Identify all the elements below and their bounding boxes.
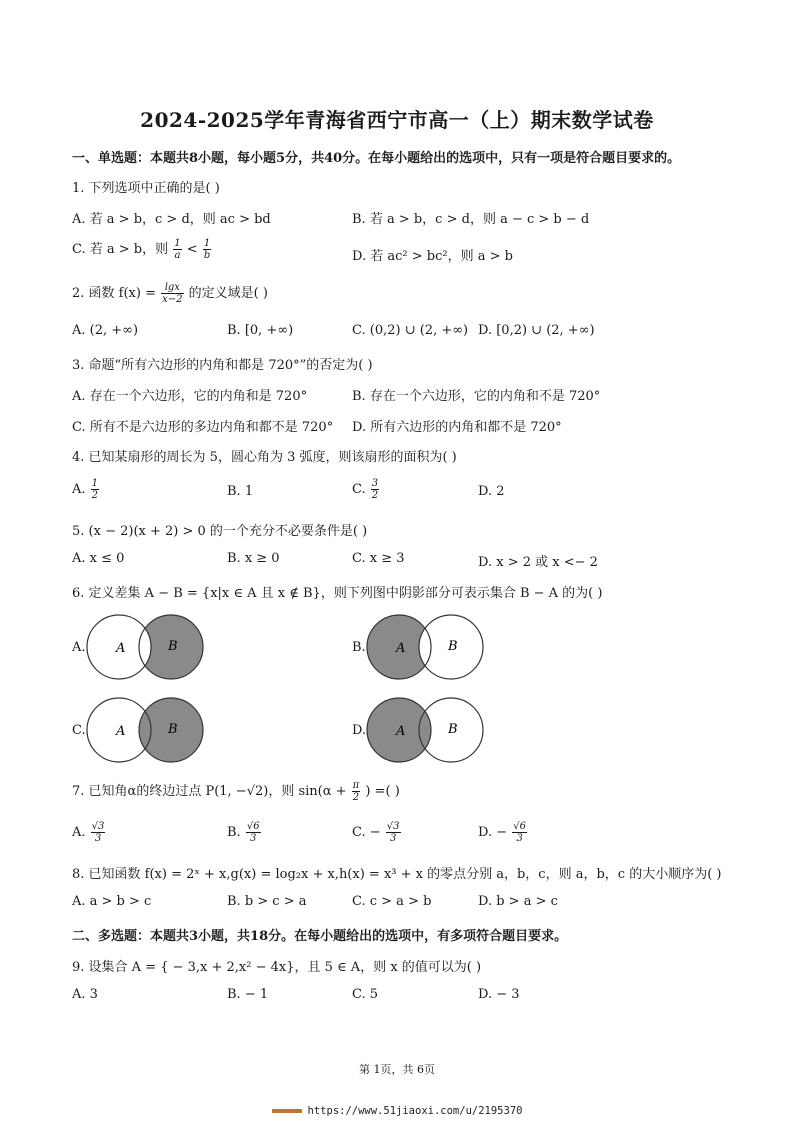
q7d-fraction: $\frac{√6}{3}$	[513, 821, 526, 844]
q6-option-a-label: A.	[72, 640, 86, 655]
q1c-frac-2: $\frac{1}{b}$	[203, 238, 211, 261]
question-7: 7. 已知角α的终边过点 P(1, −√2)，则 sin(α + $\frac{\pi}{2}$ ) =( )	[72, 780, 400, 803]
venn-diagram-c	[86, 695, 206, 765]
question-9: 9. 设集合 A = { − 3,x + 2,x² − 4x}，且 5 ∈ A，则 x 的值可以为( )	[72, 960, 482, 975]
venn-a-label-a: A	[116, 641, 126, 656]
q4-option-d: D. 2	[478, 484, 505, 499]
q4-option-a: A. $\frac{1}{2}$	[72, 478, 99, 501]
q4-option-b: B. 1	[227, 484, 254, 499]
venn-diagram-a	[86, 612, 206, 682]
q3-option-d: D. 所有六边形的内角和都不是 720°	[352, 420, 562, 435]
q9-option-d: D. − 3	[478, 987, 520, 1002]
question-8: 8. 已知函数 f(x) = 2ˣ + x,g(x) = log₂x + x,h(x) = x³ + x 的零点分别 a，b，c，则 a，b，c 的大小顺序为( )	[72, 867, 722, 882]
q5-option-c: C. x ≥ 3	[352, 551, 405, 566]
q5-option-b: B. x ≥ 0	[227, 551, 280, 566]
venn-a-label-b: B	[168, 639, 178, 654]
venn-d-label-b: B	[448, 722, 458, 737]
q1-option-a: A. 若 a > b，c > d，则 ac > bd	[72, 212, 271, 227]
venn-diagram-b	[366, 612, 486, 682]
q3-option-a: A. 存在一个六边形，它的内角和是 720°	[72, 389, 308, 404]
q8-option-a: A. a > b > c	[72, 894, 152, 909]
venn-c-label-b: B	[168, 722, 178, 737]
q9-option-c: C. 5	[352, 987, 379, 1002]
source-url-text[interactable]: https://www.51jiaoxi.com/u/2195370	[307, 1105, 523, 1117]
question-6: 6. 定义差集 A − B = {x|x ∈ A 且 x ∉ B}，则下列图中阴影部分可表示集合 B − A 的为( )	[72, 586, 603, 601]
q7c-fraction: $\frac{√3}{3}$	[386, 821, 400, 844]
exam-title: 2024-2025学年青海省西宁市高一（上）期末数学试卷	[140, 108, 654, 132]
q6-option-c-label: C.	[72, 723, 86, 738]
q2-text-post: 的定义域是( )	[188, 286, 268, 301]
q7-option-a: A. $\frac{√3}{3}$	[72, 821, 105, 844]
question-3: 3. 命题“所有六边形的内角和都是 720°”的否定为( )	[72, 358, 373, 373]
q2-text-pre: 2. 函数 f(x) =	[72, 286, 156, 301]
q8-option-b: B. b > c > a	[227, 894, 307, 909]
question-5: 5. (x − 2)(x + 2) > 0 的一个充分不必要条件是( )	[72, 524, 368, 539]
q1c-less-than: <	[186, 242, 198, 257]
q7-option-c: C. − $\frac{√3}{3}$	[352, 821, 400, 844]
question-2	[72, 282, 268, 305]
q2-option-a: A. (2, +∞)	[72, 323, 139, 338]
q7-option-d: D. − $\frac{√6}{3}$	[478, 821, 526, 844]
q6-option-d-label: D.	[352, 723, 367, 738]
question-1: 1. 下列选项中正确的是( )	[72, 181, 220, 196]
q1-option-c	[72, 238, 212, 261]
q8-option-c: C. c > a > b	[352, 894, 432, 909]
venn-b-label-b: B	[448, 639, 458, 654]
section-multiple-choice: 二、多选题：本题共3小题，共18分。在每小题给出的选项中，有多项符合题目要求。	[72, 929, 568, 944]
q4-option-c: C. $\frac{3}{2}$	[352, 478, 379, 501]
q9-option-a: A. 3	[72, 987, 98, 1002]
q9-option-b: B. − 1	[227, 987, 269, 1002]
venn-c-label-a: A	[116, 724, 126, 739]
watermark-logo-icon	[272, 1109, 302, 1113]
q1-option-d: D. 若 ac² > bc²，则 a > b	[352, 249, 513, 264]
q7a-fraction: $\frac{√3}{3}$	[91, 821, 105, 844]
venn-b-label-a: A	[396, 641, 406, 656]
q1c-text: C. 若 a > b，则	[72, 242, 169, 257]
q6-option-b-label: B.	[352, 640, 366, 655]
q3-option-b: B. 存在一个六边形，它的内角和不是 720°	[352, 389, 601, 404]
q3-option-c: C. 所有不是六边形的多边内角和都不是 720°	[72, 420, 334, 435]
q5-option-a: A. x ≤ 0	[72, 551, 125, 566]
q2-option-b: B. [0, +∞)	[227, 323, 294, 338]
q8-option-d: D. b > a > c	[478, 894, 558, 909]
section-single-choice: 一、单选题：本题共8小题，每小题5分，共40分。在每小题给出的选项中，只有一项是符合题目要求的。	[72, 151, 681, 166]
q7b-fraction: $\frac{√6}{3}$	[246, 821, 260, 844]
source-url[interactable]	[0, 1105, 794, 1117]
venn-diagram-d	[366, 695, 486, 765]
question-4: 4. 已知某扇形的周长为 5，圆心角为 3 弧度，则该扇形的面积为( )	[72, 450, 457, 465]
page-footer: 第 1页，共 6页	[359, 1063, 435, 1076]
venn-d-label-a: A	[396, 724, 406, 739]
q4c-fraction: $\frac{3}{2}$	[371, 478, 379, 501]
q7-option-b: B. $\frac{√6}{3}$	[227, 821, 260, 844]
q1-option-b: B. 若 a > b，c > d，则 a − c > b − d	[352, 212, 590, 227]
q2-option-c: C. (0,2) ∪ (2, +∞)	[352, 323, 469, 338]
q2-option-d: D. [0,2) ∪ (2, +∞)	[478, 323, 595, 338]
q1c-frac-1: $\frac{1}{a}$	[174, 238, 181, 261]
q5-option-d: D. x > 2 或 x <− 2	[478, 555, 598, 570]
q7-fraction: $\frac{\pi}{2}$	[352, 780, 360, 803]
q4a-fraction: $\frac{1}{2}$	[91, 478, 99, 501]
q2-fraction: $\frac{\lg x}{x-2}$	[162, 282, 183, 305]
